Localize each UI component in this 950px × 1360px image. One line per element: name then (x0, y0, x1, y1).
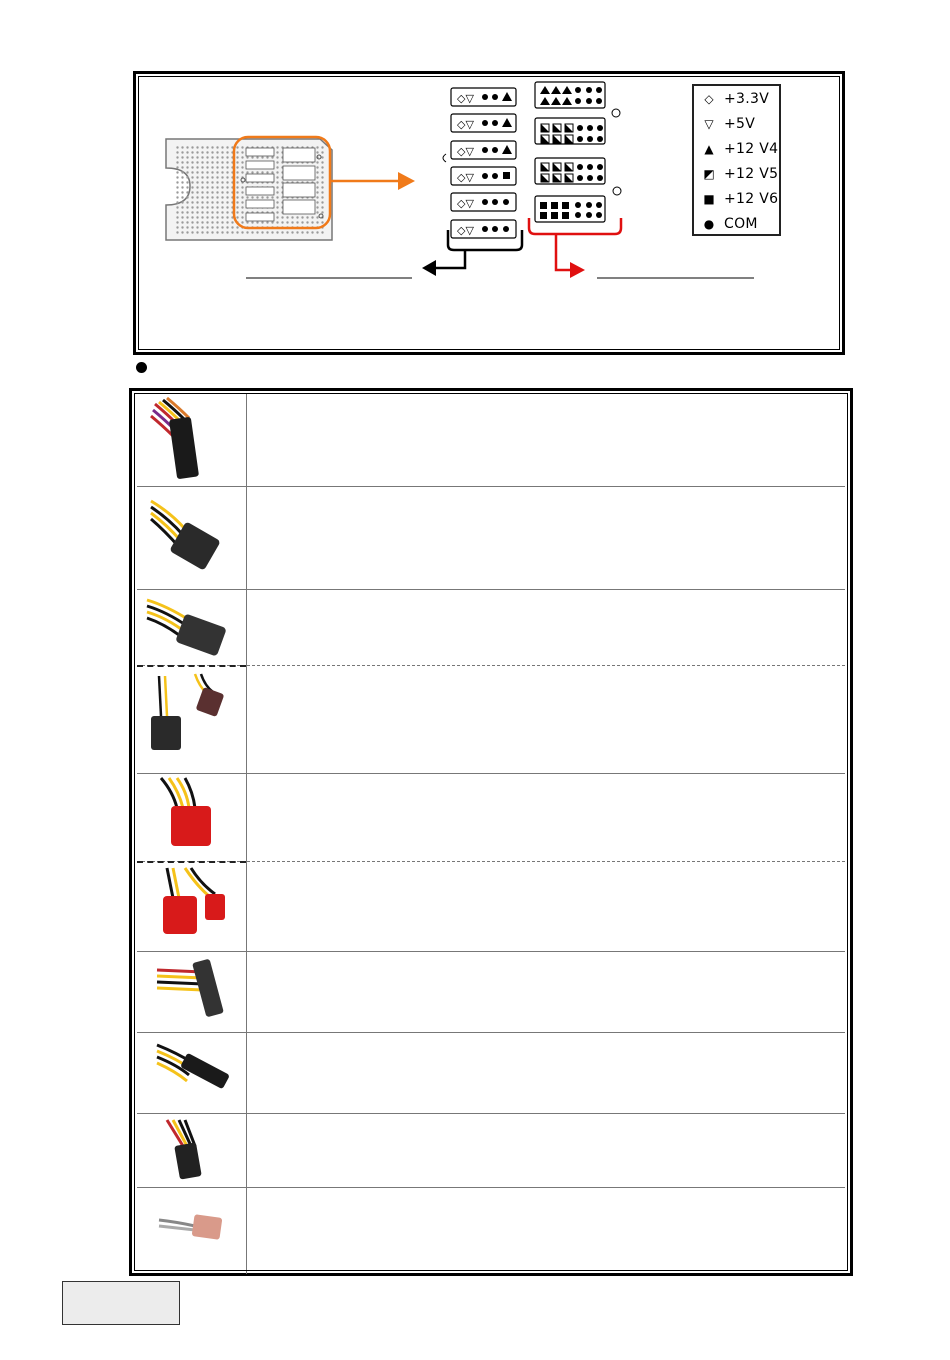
pcie-8pin-connector-icon (137, 590, 247, 666)
legend-label: +12 V6 (724, 190, 779, 207)
bullet-icon (136, 362, 147, 373)
legend-label: COM (724, 215, 758, 232)
svg-text:◇▽: ◇▽ (457, 197, 474, 210)
molex-4pin-connector-icon (137, 1114, 247, 1188)
legend-label: +5V (724, 115, 756, 132)
diamond-icon: ◇ (704, 91, 714, 106)
cable-row (137, 861, 845, 952)
eps-8pin-connector-icon (137, 487, 247, 590)
half-square-icon: ◩ (703, 166, 715, 181)
atx-24pin-connector-icon (137, 394, 247, 486)
legend-label: +12 V4 (724, 140, 779, 157)
legend-label: +12 V5 (724, 165, 779, 182)
floppy-connector-icon (137, 1188, 247, 1274)
svg-text:◇▽: ◇▽ (457, 171, 474, 184)
legend-row (694, 211, 779, 236)
pcie-group-arrow (529, 218, 621, 270)
cable-table (129, 388, 853, 1276)
cable-row (137, 589, 845, 666)
sata-connector-icon (137, 952, 247, 1033)
psu-panel-illustration (166, 139, 332, 240)
highlight-arrow (330, 172, 415, 190)
voltage-legend (692, 84, 781, 236)
legend-label: +3.3V (724, 90, 770, 107)
cable-row (137, 665, 845, 774)
cable-row (137, 1187, 845, 1274)
legend-row (694, 136, 779, 161)
triangle-down-icon: ▽ (704, 116, 714, 131)
svg-text:◇▽: ◇▽ (457, 92, 474, 105)
cable-row (137, 951, 845, 1033)
svg-text:◇▽: ◇▽ (457, 145, 474, 158)
svg-text:◇▽: ◇▽ (457, 224, 474, 237)
legend-row (694, 111, 779, 136)
connector-panel-svg (0, 0, 950, 370)
cable-row (137, 773, 845, 862)
pcie-sockets (535, 82, 621, 222)
sata-connector-icon (137, 1033, 247, 1114)
cable-row (137, 1113, 845, 1188)
peripheral-sockets (443, 88, 516, 238)
square-icon: ■ (703, 191, 715, 206)
legend-row (694, 186, 779, 211)
svg-text:◇▽: ◇▽ (457, 118, 474, 131)
page-number-tab (62, 1281, 180, 1325)
pcie-6plus2-connector-icon (137, 666, 247, 774)
legend-row (694, 161, 779, 186)
red-pcie-6plus2-connector-icon (137, 862, 247, 952)
circle-icon: ● (703, 216, 715, 231)
cable-row (137, 394, 845, 486)
cable-row (137, 1032, 845, 1114)
cable-row (137, 486, 845, 590)
legend-row (694, 86, 779, 111)
red-pcie-8pin-connector-icon (137, 774, 247, 862)
triangle-up-icon: ▲ (704, 141, 714, 156)
